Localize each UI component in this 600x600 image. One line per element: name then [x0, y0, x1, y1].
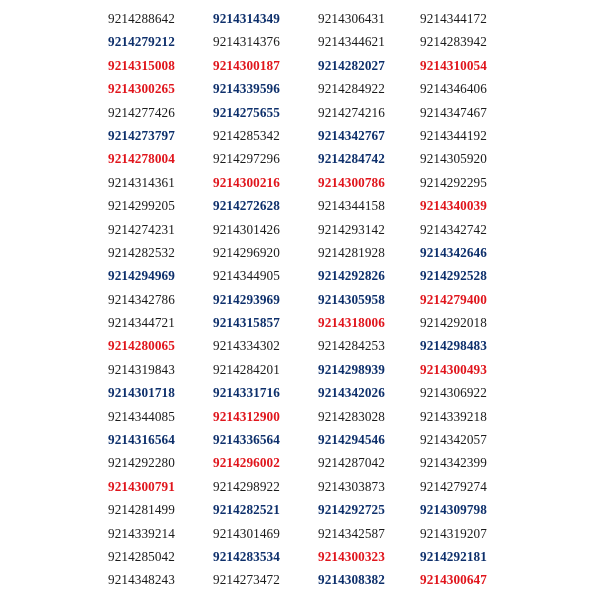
phone-number: 9214306431	[318, 11, 385, 26]
phone-number: 9214284253	[318, 338, 385, 354]
phone-number: 9214314376	[213, 34, 280, 50]
phone-number: 9214297296	[213, 151, 280, 167]
phone-number: 9214282027	[318, 57, 385, 73]
phone-number: 9214340039	[420, 198, 487, 214]
phone-number: 9214293142	[318, 221, 385, 237]
phone-number: 9214339214	[108, 525, 175, 541]
phone-number: 9214342742	[420, 221, 487, 237]
phone-number: 9214300493	[420, 361, 487, 377]
phone-number: 9214301469	[213, 525, 280, 541]
phone-number: 9214300647	[420, 572, 487, 588]
phone-number: 9214312900	[213, 408, 280, 424]
phone-number: 9214300187	[213, 57, 280, 73]
phone-number: 9214283534	[213, 548, 280, 564]
phone-number: 9214279274	[420, 478, 487, 494]
phone-number: 9214319843	[108, 361, 175, 377]
phone-number: 9214292181	[420, 548, 487, 564]
phone-number: 9214344192	[420, 127, 487, 143]
phone-number: 9214282532	[108, 244, 175, 260]
phone-number: 9214315857	[213, 315, 280, 331]
phone-number: 9214292826	[318, 268, 385, 284]
phone-number: 9214274216	[318, 104, 385, 120]
phone-number: 9214342399	[420, 455, 487, 471]
phone-number: 9214344621	[318, 34, 385, 50]
phone-number: 9214334302	[213, 338, 280, 354]
phone-number: 9214347467	[420, 104, 487, 120]
phone-number: 9214346406	[420, 81, 487, 97]
phone-number: 9214342786	[108, 291, 175, 307]
phone-number: 9214318006	[318, 315, 385, 331]
phone-number: 9214314349	[213, 11, 280, 26]
phone-number: 9214348243	[108, 572, 175, 588]
phone-number: 9214342026	[318, 385, 385, 401]
phone-number: 9214273797	[108, 127, 175, 143]
phone-number: 9214315008	[108, 57, 175, 73]
phone-number: 9214314361	[108, 174, 175, 190]
phone-number: 9214305958	[318, 291, 385, 307]
phone-number: 9214342767	[318, 127, 385, 143]
phone-number: 9214300323	[318, 548, 385, 564]
phone-number: 9214298922	[213, 478, 280, 494]
phone-number: 9214299205	[108, 198, 175, 214]
number-column-3	[318, 7, 428, 592]
phone-number: 9214344085	[108, 408, 175, 424]
phone-number: 9214294546	[318, 432, 385, 448]
phone-number: 9214274231	[108, 221, 175, 237]
phone-number: 9214275655	[213, 104, 280, 120]
phone-number: 9214283028	[318, 408, 385, 424]
number-column-2	[213, 7, 323, 592]
phone-number: 9214344172	[420, 11, 487, 26]
phone-number: 9214284742	[318, 151, 385, 167]
phone-number: 9214316564	[108, 432, 175, 448]
phone-number: 9214306922	[420, 385, 487, 401]
phone-number: 9214288642	[108, 11, 175, 26]
phone-number: 9214293969	[213, 291, 280, 307]
phone-number: 9214339218	[420, 408, 487, 424]
phone-number: 9214319207	[420, 525, 487, 541]
phone-number: 9214342057	[420, 432, 487, 448]
phone-number: 9214344158	[318, 198, 385, 214]
phone-number: 9214287042	[318, 455, 385, 471]
phone-number: 9214342646	[420, 244, 487, 260]
phone-number: 9214292280	[108, 455, 175, 471]
phone-number: 9214344721	[108, 315, 175, 331]
phone-number: 9214303873	[318, 478, 385, 494]
phone-number: 9214292528	[420, 268, 487, 284]
phone-number: 9214305920	[420, 151, 487, 167]
phone-number: 9214277426	[108, 104, 175, 120]
phone-number: 9214296920	[213, 244, 280, 260]
phone-number: 9214285342	[213, 127, 280, 143]
phone-number: 9214279400	[420, 291, 487, 307]
phone-number: 9214278004	[108, 151, 175, 167]
phone-number: 9214344905	[213, 268, 280, 284]
phone-number: 9214282521	[213, 502, 280, 518]
phone-number: 9214292018	[420, 315, 487, 331]
phone-number: 9214300216	[213, 174, 280, 190]
phone-number: 9214342587	[318, 525, 385, 541]
phone-number: 9214300265	[108, 81, 175, 97]
phone-number: 9214308382	[318, 572, 385, 588]
phone-number: 9214284922	[318, 81, 385, 97]
phone-number: 9214284201	[213, 361, 280, 377]
phone-number: 9214272628	[213, 198, 280, 214]
phone-number: 9214331716	[213, 385, 280, 401]
phone-number: 9214300786	[318, 174, 385, 190]
number-column-1	[108, 7, 218, 592]
phone-number: 9214309798	[420, 502, 487, 518]
number-column-4	[420, 7, 530, 592]
phone-number: 9214279212	[108, 34, 175, 50]
phone-number: 9214273472	[213, 572, 280, 588]
phone-number: 9214339596	[213, 81, 280, 97]
phone-number: 9214281928	[318, 244, 385, 260]
phone-number: 9214336564	[213, 432, 280, 448]
phone-number: 9214300791	[108, 478, 175, 494]
phone-number: 9214298939	[318, 361, 385, 377]
phone-number: 9214281499	[108, 502, 175, 518]
phone-number: 9214310054	[420, 57, 487, 73]
phone-number: 9214283942	[420, 34, 487, 50]
phone-number: 9214294969	[108, 268, 175, 284]
phone-number: 9214285042	[108, 548, 175, 564]
phone-number: 9214296002	[213, 455, 280, 471]
phone-number: 9214280065	[108, 338, 175, 354]
phone-number: 9214292725	[318, 502, 385, 518]
phone-number: 9214292295	[420, 174, 487, 190]
phone-number: 9214298483	[420, 338, 487, 354]
phone-number: 9214301718	[108, 385, 175, 401]
phone-number: 9214301426	[213, 221, 280, 237]
